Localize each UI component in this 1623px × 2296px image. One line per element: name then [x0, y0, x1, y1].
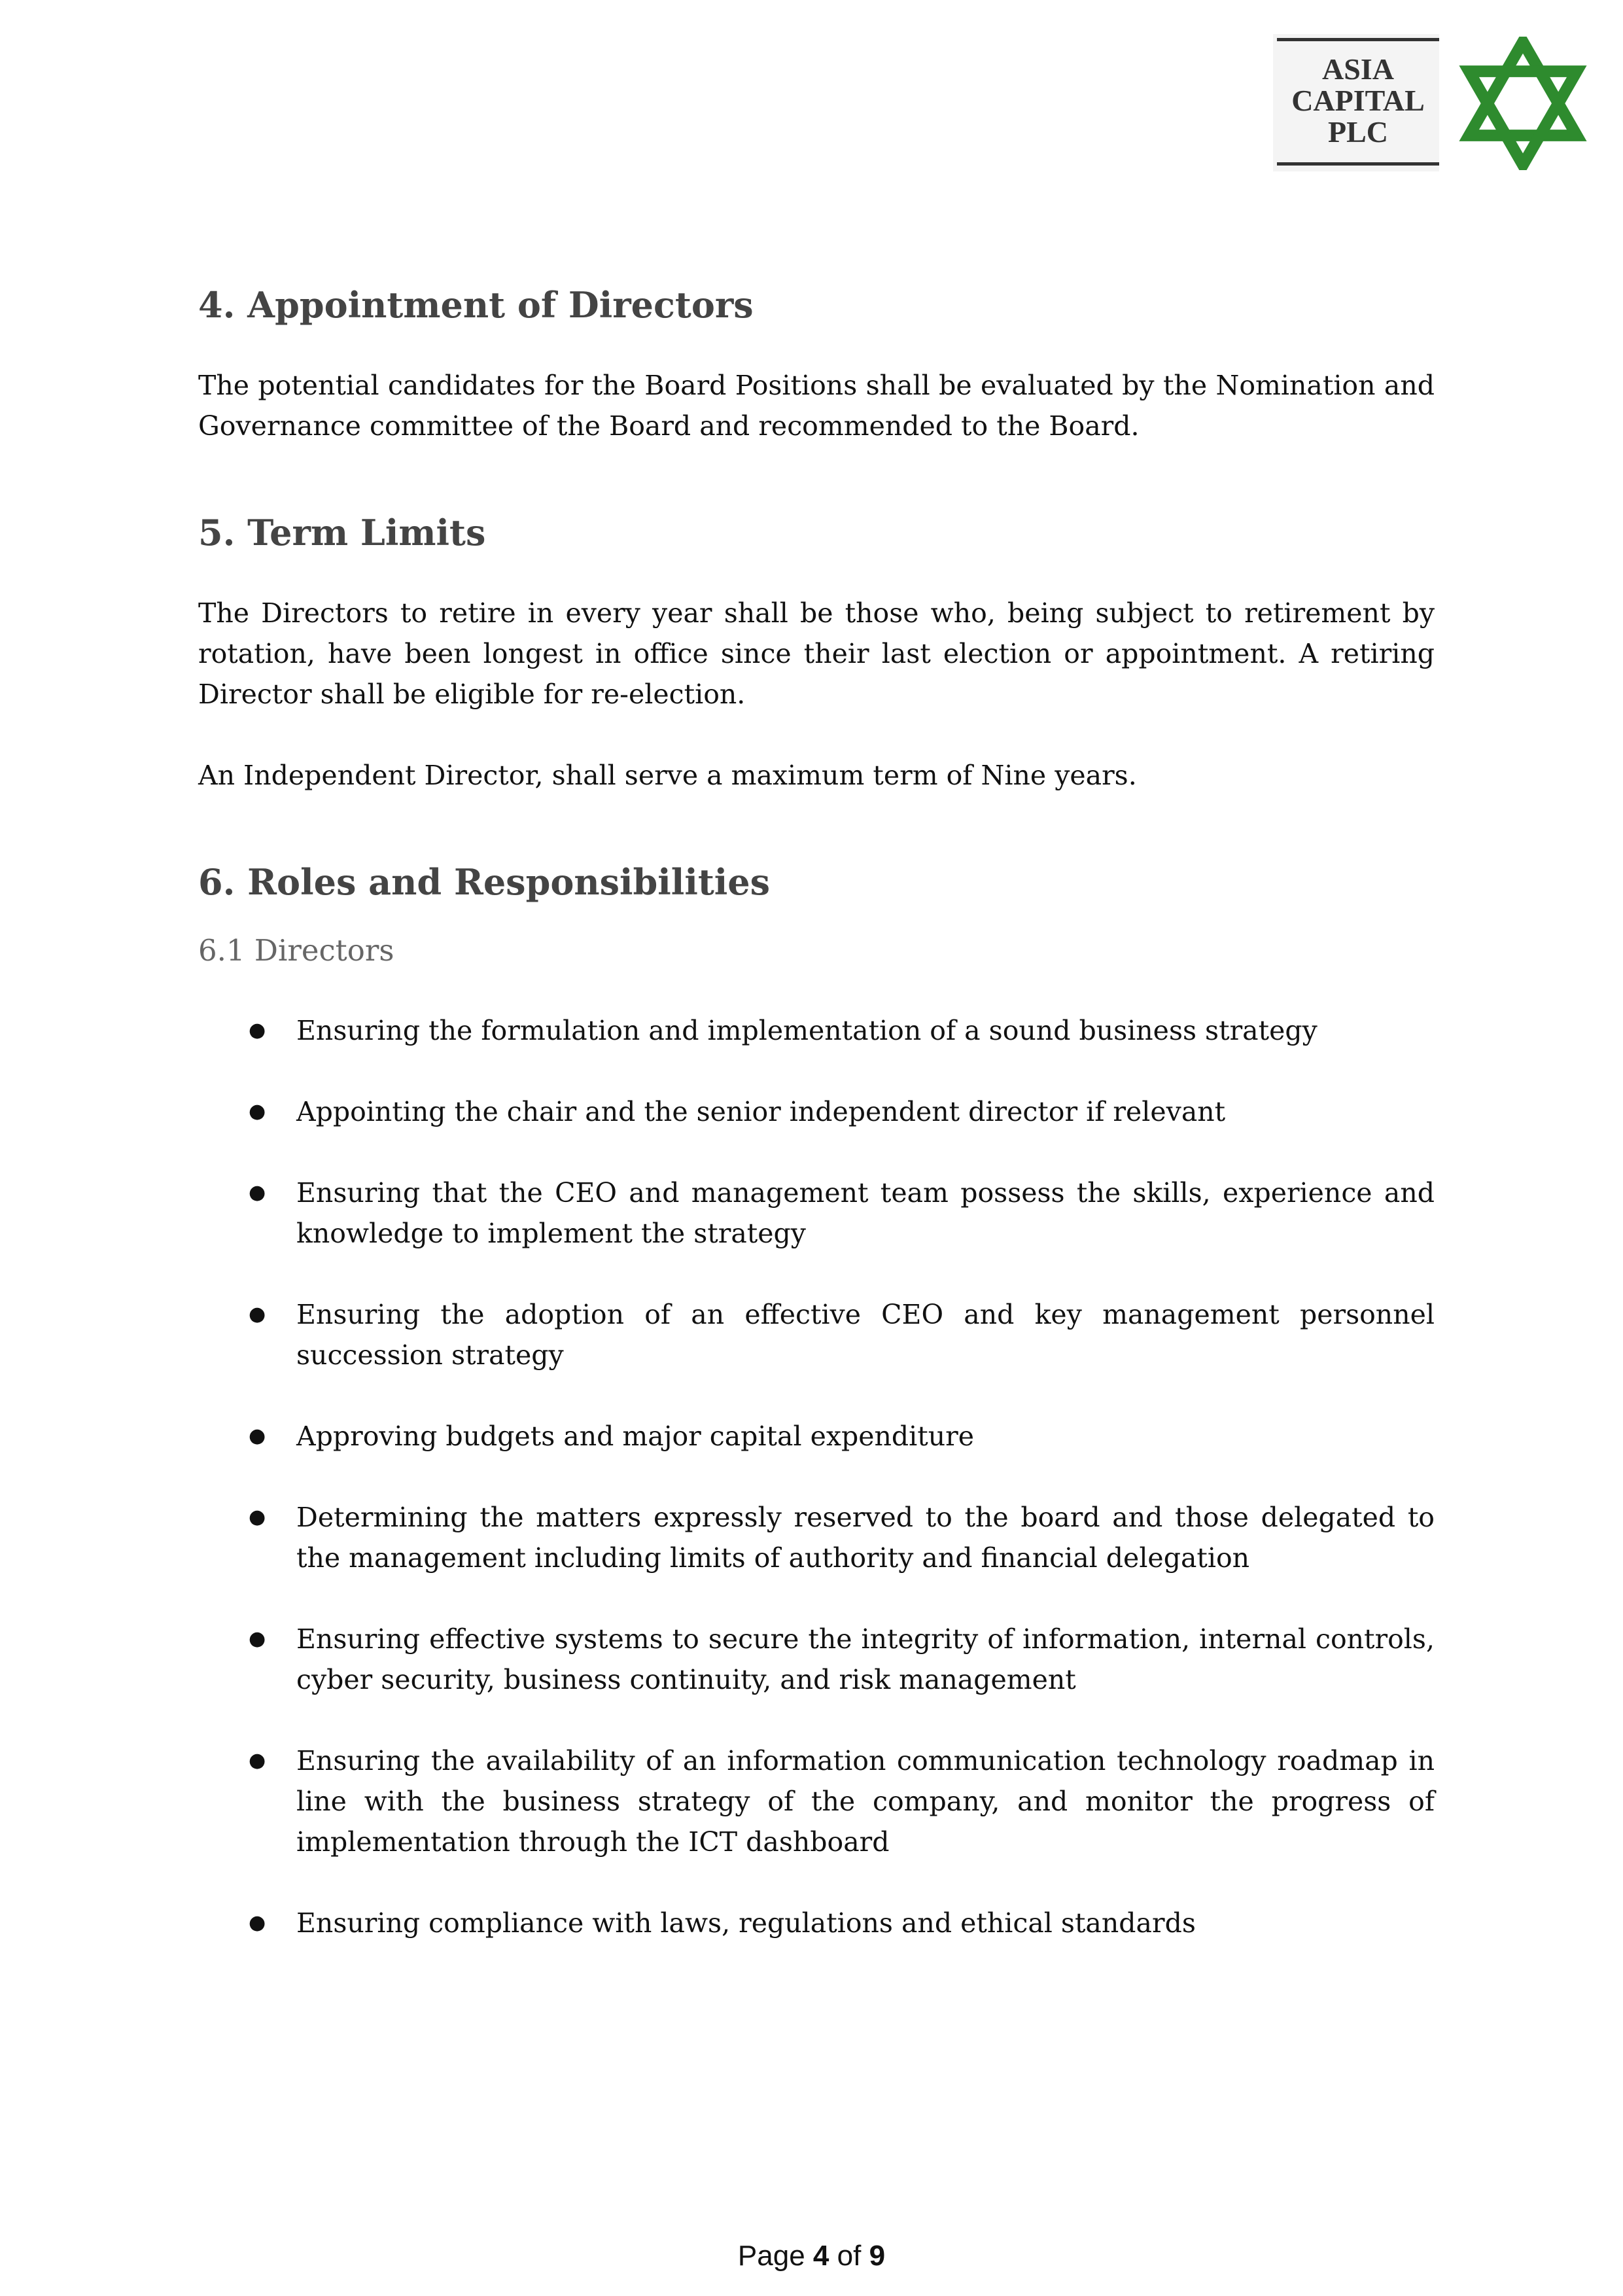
responsibilities-list [198, 1010, 1435, 1943]
list-item [198, 1619, 1435, 1700]
logo-wordmark-box [1273, 34, 1439, 171]
subheading-directors: 6.1 Directors [198, 933, 394, 968]
bullet-icon: ● [249, 1424, 266, 1447]
list-item [198, 1497, 1435, 1578]
logo-bottom-rule [1277, 162, 1439, 166]
list-item-text: Determining the matters expressly reserved to the board and those delegated to the management including limits of authority and financial delegation [296, 1502, 1435, 1574]
section-heading-term-limits: 5. Term Limits [198, 512, 486, 554]
bullet-icon: ● [249, 1303, 266, 1326]
list-item-text: Appointing the chair and the senior independent director if relevant [296, 1096, 1226, 1127]
list-item [198, 1010, 1435, 1051]
company-logo [1273, 31, 1600, 175]
bullet-icon: ● [249, 1749, 266, 1772]
bullet-icon: ● [249, 1506, 266, 1528]
bullet-icon: ● [249, 1627, 266, 1650]
term-limits-paragraph-1: The Directors to retire in every year shall be those who, being subject to retirement by rotation, have been longest in office since their last election or appointment. A retiring Director shall be eligible for re-election. [198, 597, 1435, 710]
section-heading-appointment: 4. Appointment of Directors [198, 284, 754, 326]
footer-current-page: 4 [812, 2240, 829, 2272]
list-item-text: Ensuring the availability of an information communication technology roadmap in line with the business strategy of the company, and monitor the progress of implementation through the ICT dashboard [296, 1745, 1435, 1858]
list-item-text: Approving budgets and major capital expenditure [296, 1421, 975, 1452]
footer-total-pages: 9 [869, 2240, 886, 2272]
bullet-icon: ● [249, 1100, 266, 1123]
list-item [198, 1091, 1435, 1132]
list-item [198, 1740, 1435, 1862]
list-item [198, 1903, 1435, 1943]
bullet-icon: ● [249, 1019, 266, 1042]
list-item-text: Ensuring the adoption of an effective CEO and key management personnel succession strategy [296, 1299, 1435, 1371]
logo-line-1: ASIA [1322, 52, 1394, 86]
list-item-text: Ensuring compliance with laws, regulations and ethical standards [296, 1907, 1196, 1939]
term-limits-paragraph-2: An Independent Director, shall serve a maximum term of Nine years. [198, 760, 1137, 791]
list-item-text: Ensuring that the CEO and management team possess the skills, experience and knowledge to implement the strategy [296, 1177, 1435, 1249]
appointment-paragraph: The potential candidates for the Board Positions shall be evaluated by the Nomination and Governance committee of the Board and recommended to the Board. [198, 370, 1435, 442]
logo-top-rule [1277, 38, 1439, 41]
page-number-footer [0, 2238, 1623, 2274]
star-emblem-icon [1459, 37, 1587, 170]
list-item-text: Ensuring effective systems to secure the integrity of information, internal controls, cyber security, business continuity, and risk management [296, 1623, 1435, 1695]
list-item-text: Ensuring the formulation and implementation of a sound business strategy [296, 1015, 1318, 1046]
bullet-icon: ● [249, 1911, 266, 1934]
list-item [198, 1416, 1435, 1457]
logo-wordmark [1273, 54, 1443, 148]
footer-of-label: of [837, 2240, 862, 2272]
bullet-icon: ● [249, 1181, 266, 1204]
page-content [198, 262, 1435, 1984]
footer-page-label: Page [737, 2240, 805, 2272]
list-item [198, 1294, 1435, 1375]
logo-line-3: PLC [1328, 115, 1388, 149]
list-item [198, 1173, 1435, 1254]
section-heading-roles: 6. Roles and Responsibilities [198, 861, 771, 903]
logo-line-2: CAPITAL [1291, 84, 1425, 117]
